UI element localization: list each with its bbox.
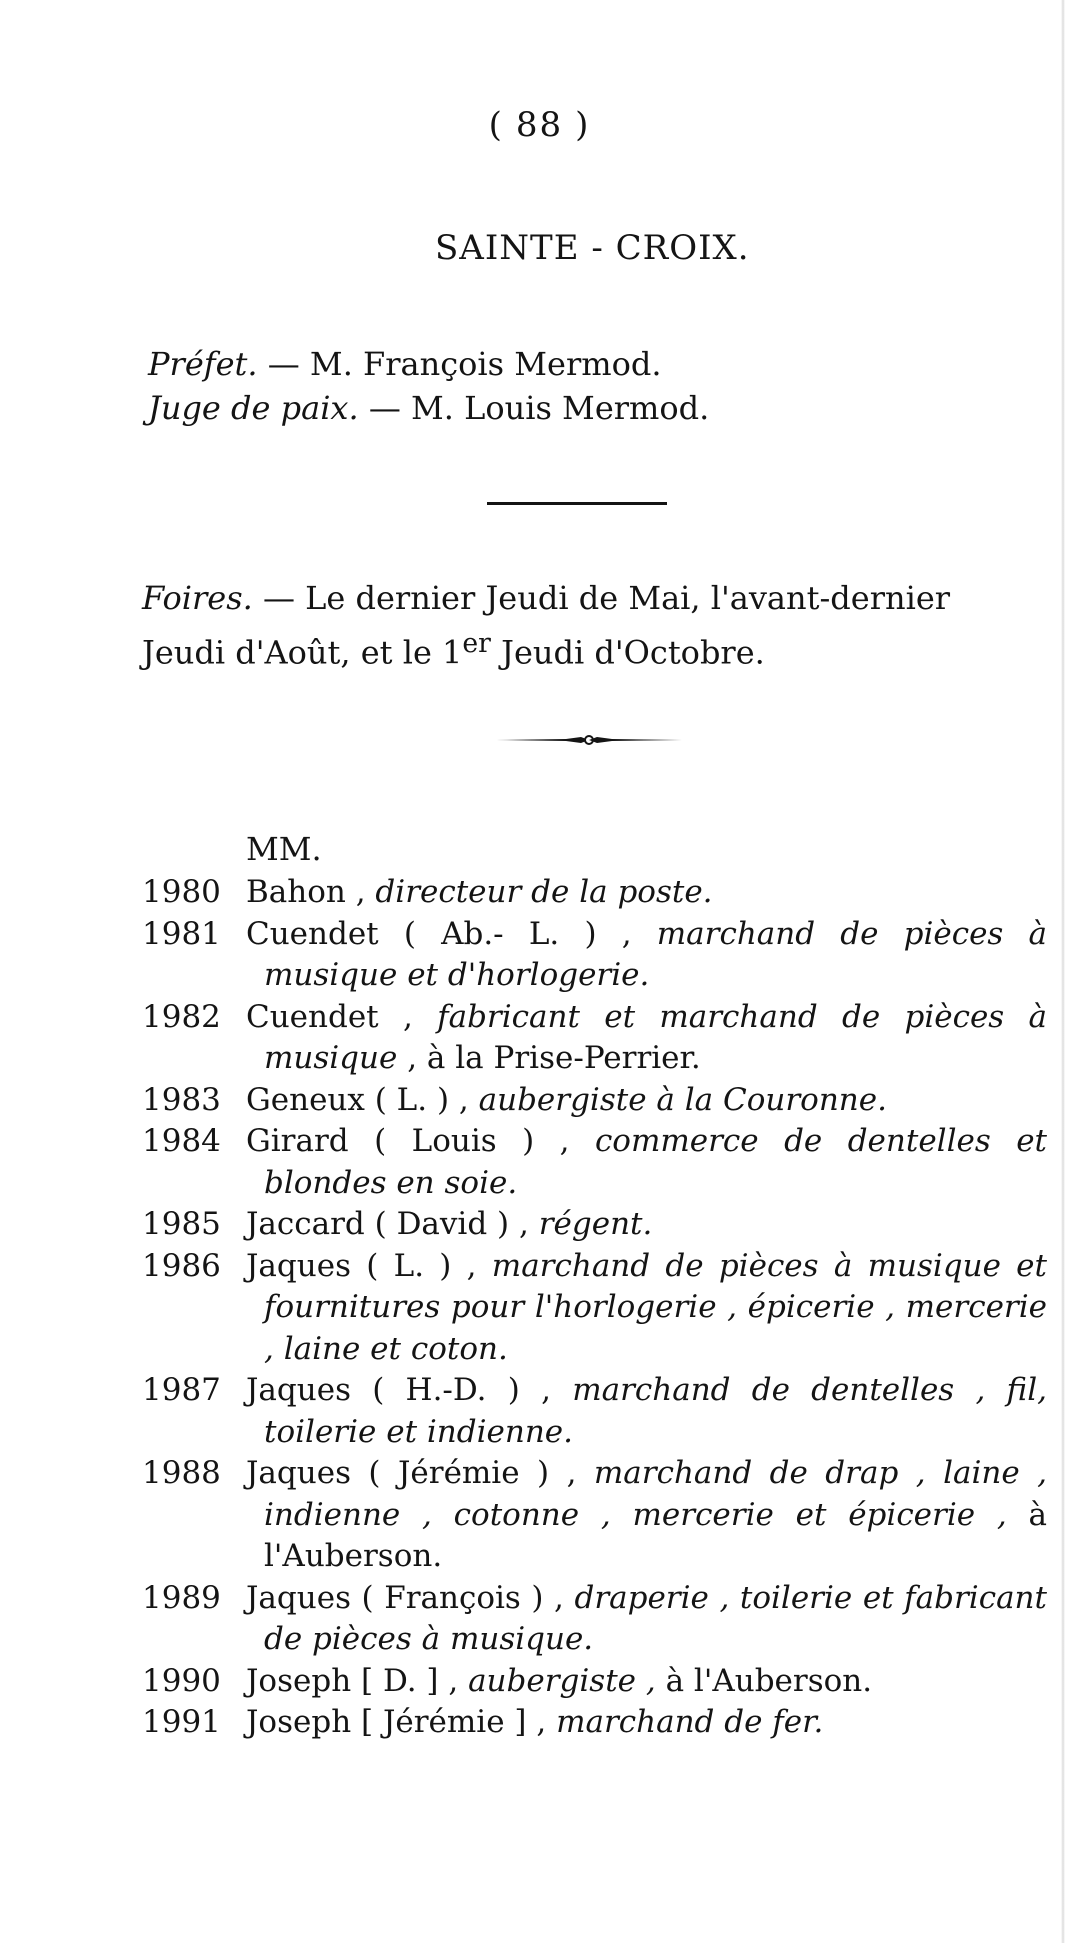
entry-name: Jaccard ( David ) , [246,1206,529,1242]
page-edge-shadow [1061,0,1065,1943]
directory-list [142,872,1047,1744]
entry-name: Geneux ( L. ) , [246,1081,469,1118]
official-name: M. François Mermod. [309,345,662,383]
entry-name: Joseph [ Jérémie ] , [246,1704,547,1740]
entry-number: 1986 [142,1247,221,1284]
entry-location: à l'Auberson. [264,1496,1047,1574]
entry-name: Cuendet , [246,998,413,1035]
page-number-close-paren: ) [575,105,591,145]
foires-label: Foires. [142,579,253,617]
entry-number: 1988 [142,1455,221,1491]
list-item [142,1080,1047,1122]
list-item [142,872,1047,914]
entry-description: marchand de drap , laine , indienne , cotonne , mercerie et épicerie , [264,1455,1047,1533]
official-role: Préfet. [148,345,258,383]
divider-rule [487,502,667,505]
entry-location: à l'Auberson. [655,1662,873,1699]
entry-number: 1991 [142,1704,221,1740]
official-name: M. Louis Mermod. [410,389,710,427]
list-item [142,1204,1047,1246]
entry-description: régent. [528,1206,653,1242]
foires-text-a: Le dernier Jeudi de Mai, l'avant-dernier Jeudi d'Août, et le 1 [142,579,951,672]
page-number-value: 88 [515,105,564,145]
list-item [142,997,1047,1080]
entry-description: marchand de pièces à musique et fournitures pour l'horlogerie , épicerie , mercerie , laine et coton. [264,1247,1047,1367]
entry-number: 1985 [142,1206,221,1242]
entry-name: Joseph [ D. ] , [246,1662,459,1699]
entry-description: aubergiste à la Couronne. [468,1081,887,1118]
entry-description: fabricant et marchand de pièces à musique [264,998,1047,1076]
list-item [142,1453,1047,1578]
entry-name: Bahon , [246,874,366,910]
entry-number: 1983 [142,1081,221,1118]
list-item [142,914,1047,997]
entry-description: aubergiste , [458,1662,656,1699]
list-item [142,1661,1047,1703]
entry-description: draperie , toilerie et fabricant de pièces à musique. [264,1579,1047,1657]
entry-description: marchand de pièces à musique et d'horlogerie. [264,915,1047,993]
entry-description: marchand de fer. [546,1704,824,1740]
official-separator: — [257,345,310,383]
entry-name: Jaques ( L. ) , [246,1247,477,1284]
entry-description: marchand de dentelles , fil, toilerie et indienne. [264,1372,1047,1450]
official-role: Juge de paix. [148,389,359,427]
entry-name: Cuendet ( Ab.- L. ) , [246,915,632,952]
entry-number: 1980 [142,874,221,910]
official-separator: — [358,389,411,427]
official-juge-de-paix [148,389,709,427]
page-number-open-paren: ( [488,105,504,145]
entry-location: , à la Prise-Perrier. [397,1040,701,1076]
entry-number: 1984 [142,1123,221,1159]
entry-number: 1981 [142,915,221,952]
ornament-divider [496,733,682,747]
page-number [0,105,1079,145]
list-item [142,1702,1047,1744]
list-item [142,1121,1047,1204]
entry-name: Jaques ( François ) , [246,1579,564,1616]
entry-description: commerce de dentelles et blondes en soie. [264,1123,1047,1201]
entry-name: Jaques ( Jérémie ) , [246,1455,577,1491]
entry-name: Girard ( Louis ) , [246,1123,570,1159]
foires-separator: — [252,579,306,617]
section-title: SAINTE - CROIX. [435,228,750,268]
official-prefet [148,345,662,383]
list-item [142,1578,1047,1661]
entry-number: 1990 [142,1662,221,1699]
entry-name: Jaques ( H.-D. ) , [246,1372,551,1408]
entry-number: 1982 [142,998,221,1035]
foires-paragraph [142,575,1042,676]
foires-text-b: Jeudi d'Octobre. [490,633,765,672]
list-item [142,1370,1047,1453]
entry-description: directeur de la poste. [365,874,713,910]
list-header: MM. [246,830,322,868]
foires-superscript: er [462,628,491,659]
list-item [142,1246,1047,1371]
entry-number: 1987 [142,1372,221,1408]
entry-number: 1989 [142,1579,221,1616]
